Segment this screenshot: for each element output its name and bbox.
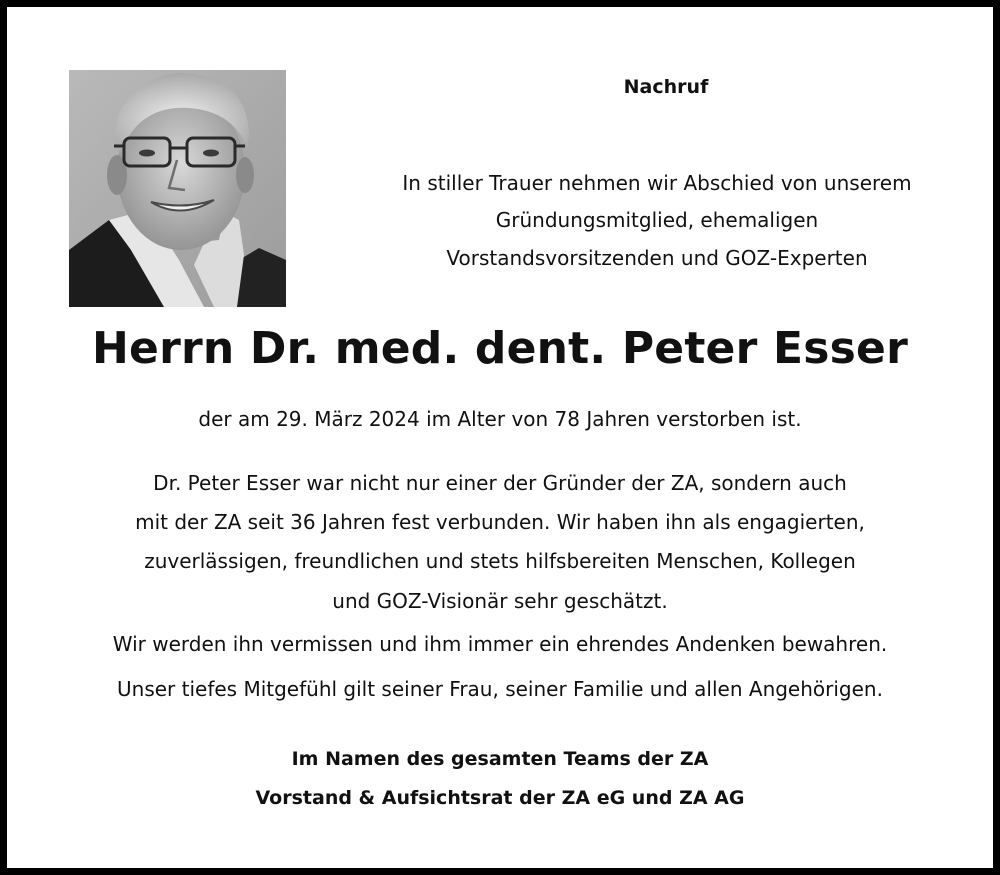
condolence-line: Unser tiefes Mitgefühl gilt seiner Frau, seiner Familie und allen Angehörigen.	[117, 677, 883, 701]
intro-line-1: In stiller Trauer nehmen wir Abschied von unserem	[402, 171, 912, 195]
tribute-line-3: zuverlässigen, freundlichen und stets hilfsbereiten Menschen, Kollegen	[144, 549, 856, 573]
portrait-photo	[69, 70, 286, 307]
intro-line-2: Gründungsmitglied, ehemaligen	[495, 208, 819, 232]
tribute-line-1: Dr. Peter Esser war nicht nur einer der Gründer der ZA, sondern auch	[153, 471, 847, 495]
signature-line-1: Im Namen des gesamten Teams der ZA	[291, 748, 709, 770]
portrait-illustration	[69, 70, 286, 307]
obituary-heading: Nachruf	[623, 76, 709, 98]
death-date-line: der am 29. März 2024 im Alter von 78 Jahren verstorben ist.	[198, 407, 802, 431]
deceased-name: Herrn Dr. med. dent. Peter Esser	[92, 323, 908, 374]
tribute-line-4: und GOZ-Visionär sehr geschätzt.	[332, 589, 668, 613]
intro-line-3: Vorstandsvorsitzenden und GOZ-Experten	[446, 246, 868, 270]
remembrance-line: Wir werden ihn vermissen und ihm immer ein ehrendes Andenken bewahren.	[112, 632, 888, 656]
tribute-line-2: mit der ZA seit 36 Jahren fest verbunden. Wir haben ihn als engagierten,	[135, 510, 865, 534]
signature-line-2: Vorstand & Aufsichtsrat der ZA eG und ZA AG	[255, 787, 745, 809]
